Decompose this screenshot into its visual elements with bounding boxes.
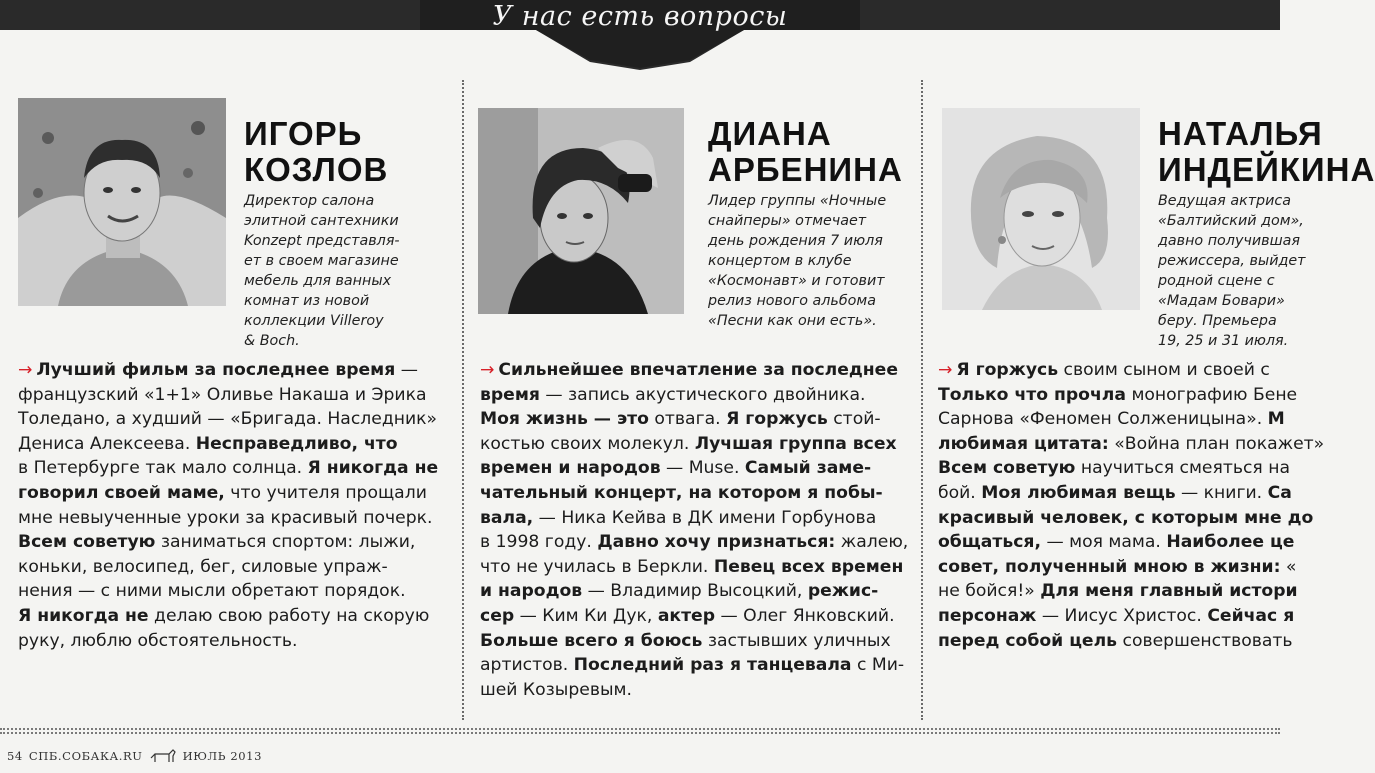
text-fragment: в 1998 году. bbox=[480, 532, 598, 553]
bold-phrase: Наиболее це bbox=[1166, 532, 1295, 553]
text-line bbox=[480, 481, 908, 506]
bold-phrase: общаться, bbox=[938, 532, 1041, 553]
bold-phrase: Всем советую bbox=[938, 458, 1076, 479]
text-line bbox=[938, 629, 1324, 654]
bold-phrase: Давно хочу признаться: bbox=[597, 532, 836, 553]
bold-phrase: Самый заме- bbox=[744, 458, 872, 479]
bold-phrase: режис- bbox=[807, 581, 879, 602]
bold-phrase: персонаж bbox=[938, 605, 1037, 626]
portrait-photo bbox=[18, 98, 226, 306]
text-fragment: совершенствовать bbox=[1117, 630, 1293, 651]
bold-phrase: и народов bbox=[480, 581, 583, 602]
text-fragment: бой. bbox=[938, 482, 982, 503]
text-line bbox=[18, 629, 438, 654]
text-fragment: артистов. bbox=[480, 655, 574, 676]
text-line bbox=[18, 530, 438, 555]
bold-phrase: Лучший фильм за последнее время bbox=[36, 360, 396, 380]
issue-date: ИЮЛЬ 2013 bbox=[182, 749, 263, 763]
bold-phrase: красивый человек, с которым мне до bbox=[938, 507, 1314, 528]
column-divider bbox=[921, 80, 923, 720]
bold-phrase: М bbox=[1267, 409, 1285, 430]
text-fragment: — bbox=[395, 360, 418, 380]
arrow-icon: → bbox=[938, 360, 953, 380]
questionnaire-text bbox=[18, 358, 438, 653]
bold-phrase: актер bbox=[657, 605, 716, 626]
profile-column bbox=[934, 0, 1375, 720]
bold-phrase: Лучшая группа всех bbox=[694, 433, 897, 454]
portrait-photo bbox=[478, 108, 684, 314]
text-fragment: в Петербурге так мало солнца. bbox=[18, 458, 308, 479]
text-line bbox=[480, 456, 908, 481]
text-fragment: отвага. bbox=[648, 409, 727, 430]
bold-phrase: Последний раз я танцевала bbox=[573, 655, 852, 676]
column-divider bbox=[462, 80, 464, 720]
bold-phrase: говорил своей маме, bbox=[18, 482, 225, 503]
bold-phrase: Сильнейшее впечатление за последнее bbox=[498, 360, 898, 380]
text-line bbox=[938, 579, 1324, 604]
text-fragment: — моя мама. bbox=[1041, 532, 1167, 553]
text-line bbox=[18, 432, 438, 457]
text-fragment: — Олег Янковский. bbox=[715, 605, 895, 626]
text-fragment: «Война план покажет» bbox=[1108, 433, 1325, 454]
person-bio: Ведущая актриса «Балтийский дом», давно получившая режиссера, выйдет родной сцене с «Мадам Бовари» беру. Премьера 19, 25 и 31 июля. bbox=[1158, 193, 1306, 349]
text-fragment: — книги. bbox=[1175, 482, 1268, 503]
questionnaire-text bbox=[480, 358, 908, 702]
text-line bbox=[938, 456, 1324, 481]
person-bio: Лидер группы «Ночные снайперы» отмечает день рождения 7 июля концертом в клубе «Космонавт» и готовит релиз нового альбома «Песни как они есть». bbox=[708, 193, 887, 329]
text-line bbox=[938, 358, 1324, 383]
text-fragment: Дениса Алексеева. bbox=[18, 433, 196, 454]
text-fragment: стой- bbox=[827, 409, 881, 430]
text-line bbox=[18, 481, 438, 506]
bold-phrase: Я никогда не bbox=[307, 458, 439, 479]
person-name: НАТАЛЬЯ ИНДЕЙКИНА bbox=[1158, 115, 1375, 188]
text-line bbox=[480, 555, 908, 580]
bold-phrase: времен и народов bbox=[480, 458, 661, 479]
bold-phrase: чательный концерт, на котором я побы- bbox=[480, 482, 883, 503]
text-line bbox=[480, 678, 908, 703]
text-fragment: Сарнова «Феномен Солженицына». bbox=[938, 409, 1268, 430]
text-line bbox=[938, 555, 1324, 580]
profile-column bbox=[12, 0, 452, 720]
text-fragment: — Ника Кейва в ДК имени Горбунова bbox=[533, 507, 877, 528]
bold-phrase: Я горжусь bbox=[956, 360, 1059, 380]
text-fragment: жалею, bbox=[835, 532, 909, 553]
text-fragment: коньки, велосипед, бег, силовые упраж- bbox=[18, 556, 388, 577]
portrait-photo bbox=[942, 108, 1140, 310]
text-line bbox=[480, 407, 908, 432]
bold-phrase: Несправедливо, что bbox=[195, 433, 398, 454]
person-bio: Директор салона элитной сантехники Konzept представля- ет в своем магазине мебель для ванных комнат из новой коллекции Villeroy & Boch. bbox=[244, 193, 400, 349]
text-line bbox=[938, 604, 1324, 629]
dog-logo-icon bbox=[149, 748, 177, 764]
text-line bbox=[480, 629, 908, 654]
text-fragment: — Ким Ки Дук, bbox=[514, 605, 658, 626]
bold-phrase: совет, полученный мною в жизни: bbox=[938, 556, 1281, 577]
text-fragment: — запись акустического двойника. bbox=[539, 384, 866, 405]
bold-phrase: Я никогда не bbox=[18, 605, 149, 626]
questionnaire-text bbox=[938, 358, 1324, 653]
text-line bbox=[18, 555, 438, 580]
text-fragment: « bbox=[1280, 556, 1297, 577]
section-title: У нас есть вопросы bbox=[492, 1, 788, 32]
bold-phrase: Са bbox=[1267, 482, 1292, 503]
text-line bbox=[18, 456, 438, 481]
text-fragment: — Иисус Христос. bbox=[1036, 605, 1208, 626]
bold-phrase: Больше всего я боюсь bbox=[480, 630, 703, 651]
text-line bbox=[938, 407, 1324, 432]
person-name: ИГОРЬ КОЗЛОВ bbox=[244, 115, 389, 188]
text-line bbox=[480, 604, 908, 629]
text-fragment: делаю свою работу на скорую bbox=[148, 605, 430, 626]
bold-phrase: перед собой цель bbox=[938, 630, 1118, 651]
text-line bbox=[18, 506, 438, 531]
arrow-icon: → bbox=[18, 360, 33, 380]
text-fragment: заниматься спортом: лыжи, bbox=[155, 532, 416, 553]
text-line bbox=[18, 604, 438, 629]
bold-phrase: Только что прочла bbox=[938, 384, 1126, 405]
page-number: 54 bbox=[7, 749, 23, 763]
text-fragment: с Ми- bbox=[851, 655, 905, 676]
text-fragment: нения — с ними мысли обретают порядок. bbox=[18, 581, 406, 602]
bold-phrase: время bbox=[480, 384, 540, 405]
text-fragment: научиться смеяться на bbox=[1075, 458, 1291, 479]
text-fragment: мне невыученные уроки за красивый почерк. bbox=[18, 507, 433, 528]
text-fragment: шей Козыревым. bbox=[480, 679, 632, 700]
bold-phrase: сер bbox=[480, 605, 515, 626]
text-line bbox=[18, 579, 438, 604]
text-fragment: костью своих молекул. bbox=[480, 433, 695, 454]
text-fragment: монографию Бене bbox=[1125, 384, 1298, 405]
text-line bbox=[18, 407, 438, 432]
text-line bbox=[938, 432, 1324, 457]
text-line bbox=[480, 383, 908, 408]
text-line bbox=[938, 481, 1324, 506]
text-line bbox=[480, 530, 908, 555]
bold-phrase: Сейчас я bbox=[1207, 605, 1295, 626]
person-name: ДИАНА АРБЕНИНА bbox=[708, 115, 903, 188]
text-fragment: французский «1+1» Оливье Накаша и Эрика bbox=[18, 384, 427, 405]
text-fragment: Толедано, а худший — «Бригада. Наследник» bbox=[18, 409, 438, 430]
text-line bbox=[480, 506, 908, 531]
bold-phrase: Моя жизнь — это bbox=[480, 409, 649, 430]
text-fragment: — Владимир Высоцкий, bbox=[582, 581, 808, 602]
bold-phrase: любимая цитата: bbox=[938, 433, 1109, 454]
text-fragment: — Muse. bbox=[660, 458, 745, 479]
text-line bbox=[480, 358, 908, 383]
text-fragment: руку, люблю обстоятельность. bbox=[18, 630, 298, 651]
arrow-icon: → bbox=[480, 360, 495, 380]
text-line bbox=[18, 358, 438, 383]
page-footer bbox=[7, 748, 262, 764]
text-fragment: что не училась в Беркли. bbox=[480, 556, 714, 577]
bold-phrase: Для меня главный истори bbox=[1040, 581, 1298, 602]
bold-phrase: Моя любимая вещь bbox=[981, 482, 1176, 503]
text-line bbox=[480, 579, 908, 604]
text-fragment: не бойся!» bbox=[938, 581, 1041, 602]
bold-phrase: вала, bbox=[480, 507, 534, 528]
text-line bbox=[938, 383, 1324, 408]
text-fragment: застывших уличных bbox=[702, 630, 891, 651]
text-fragment: своим сыном и своей с bbox=[1058, 360, 1270, 380]
text-line bbox=[938, 506, 1324, 531]
text-line bbox=[18, 383, 438, 408]
bold-phrase: Всем советую bbox=[18, 532, 156, 553]
text-line bbox=[938, 530, 1324, 555]
profile-column bbox=[474, 0, 914, 720]
footer-divider bbox=[0, 728, 1280, 734]
bold-phrase: Певец всех времен bbox=[713, 556, 904, 577]
text-line bbox=[480, 432, 908, 457]
text-line bbox=[480, 653, 908, 678]
bold-phrase: Я горжусь bbox=[726, 409, 828, 430]
text-fragment: что учителя прощали bbox=[224, 482, 427, 503]
publication-site: СПБ.СОБАКА.RU bbox=[28, 749, 143, 763]
